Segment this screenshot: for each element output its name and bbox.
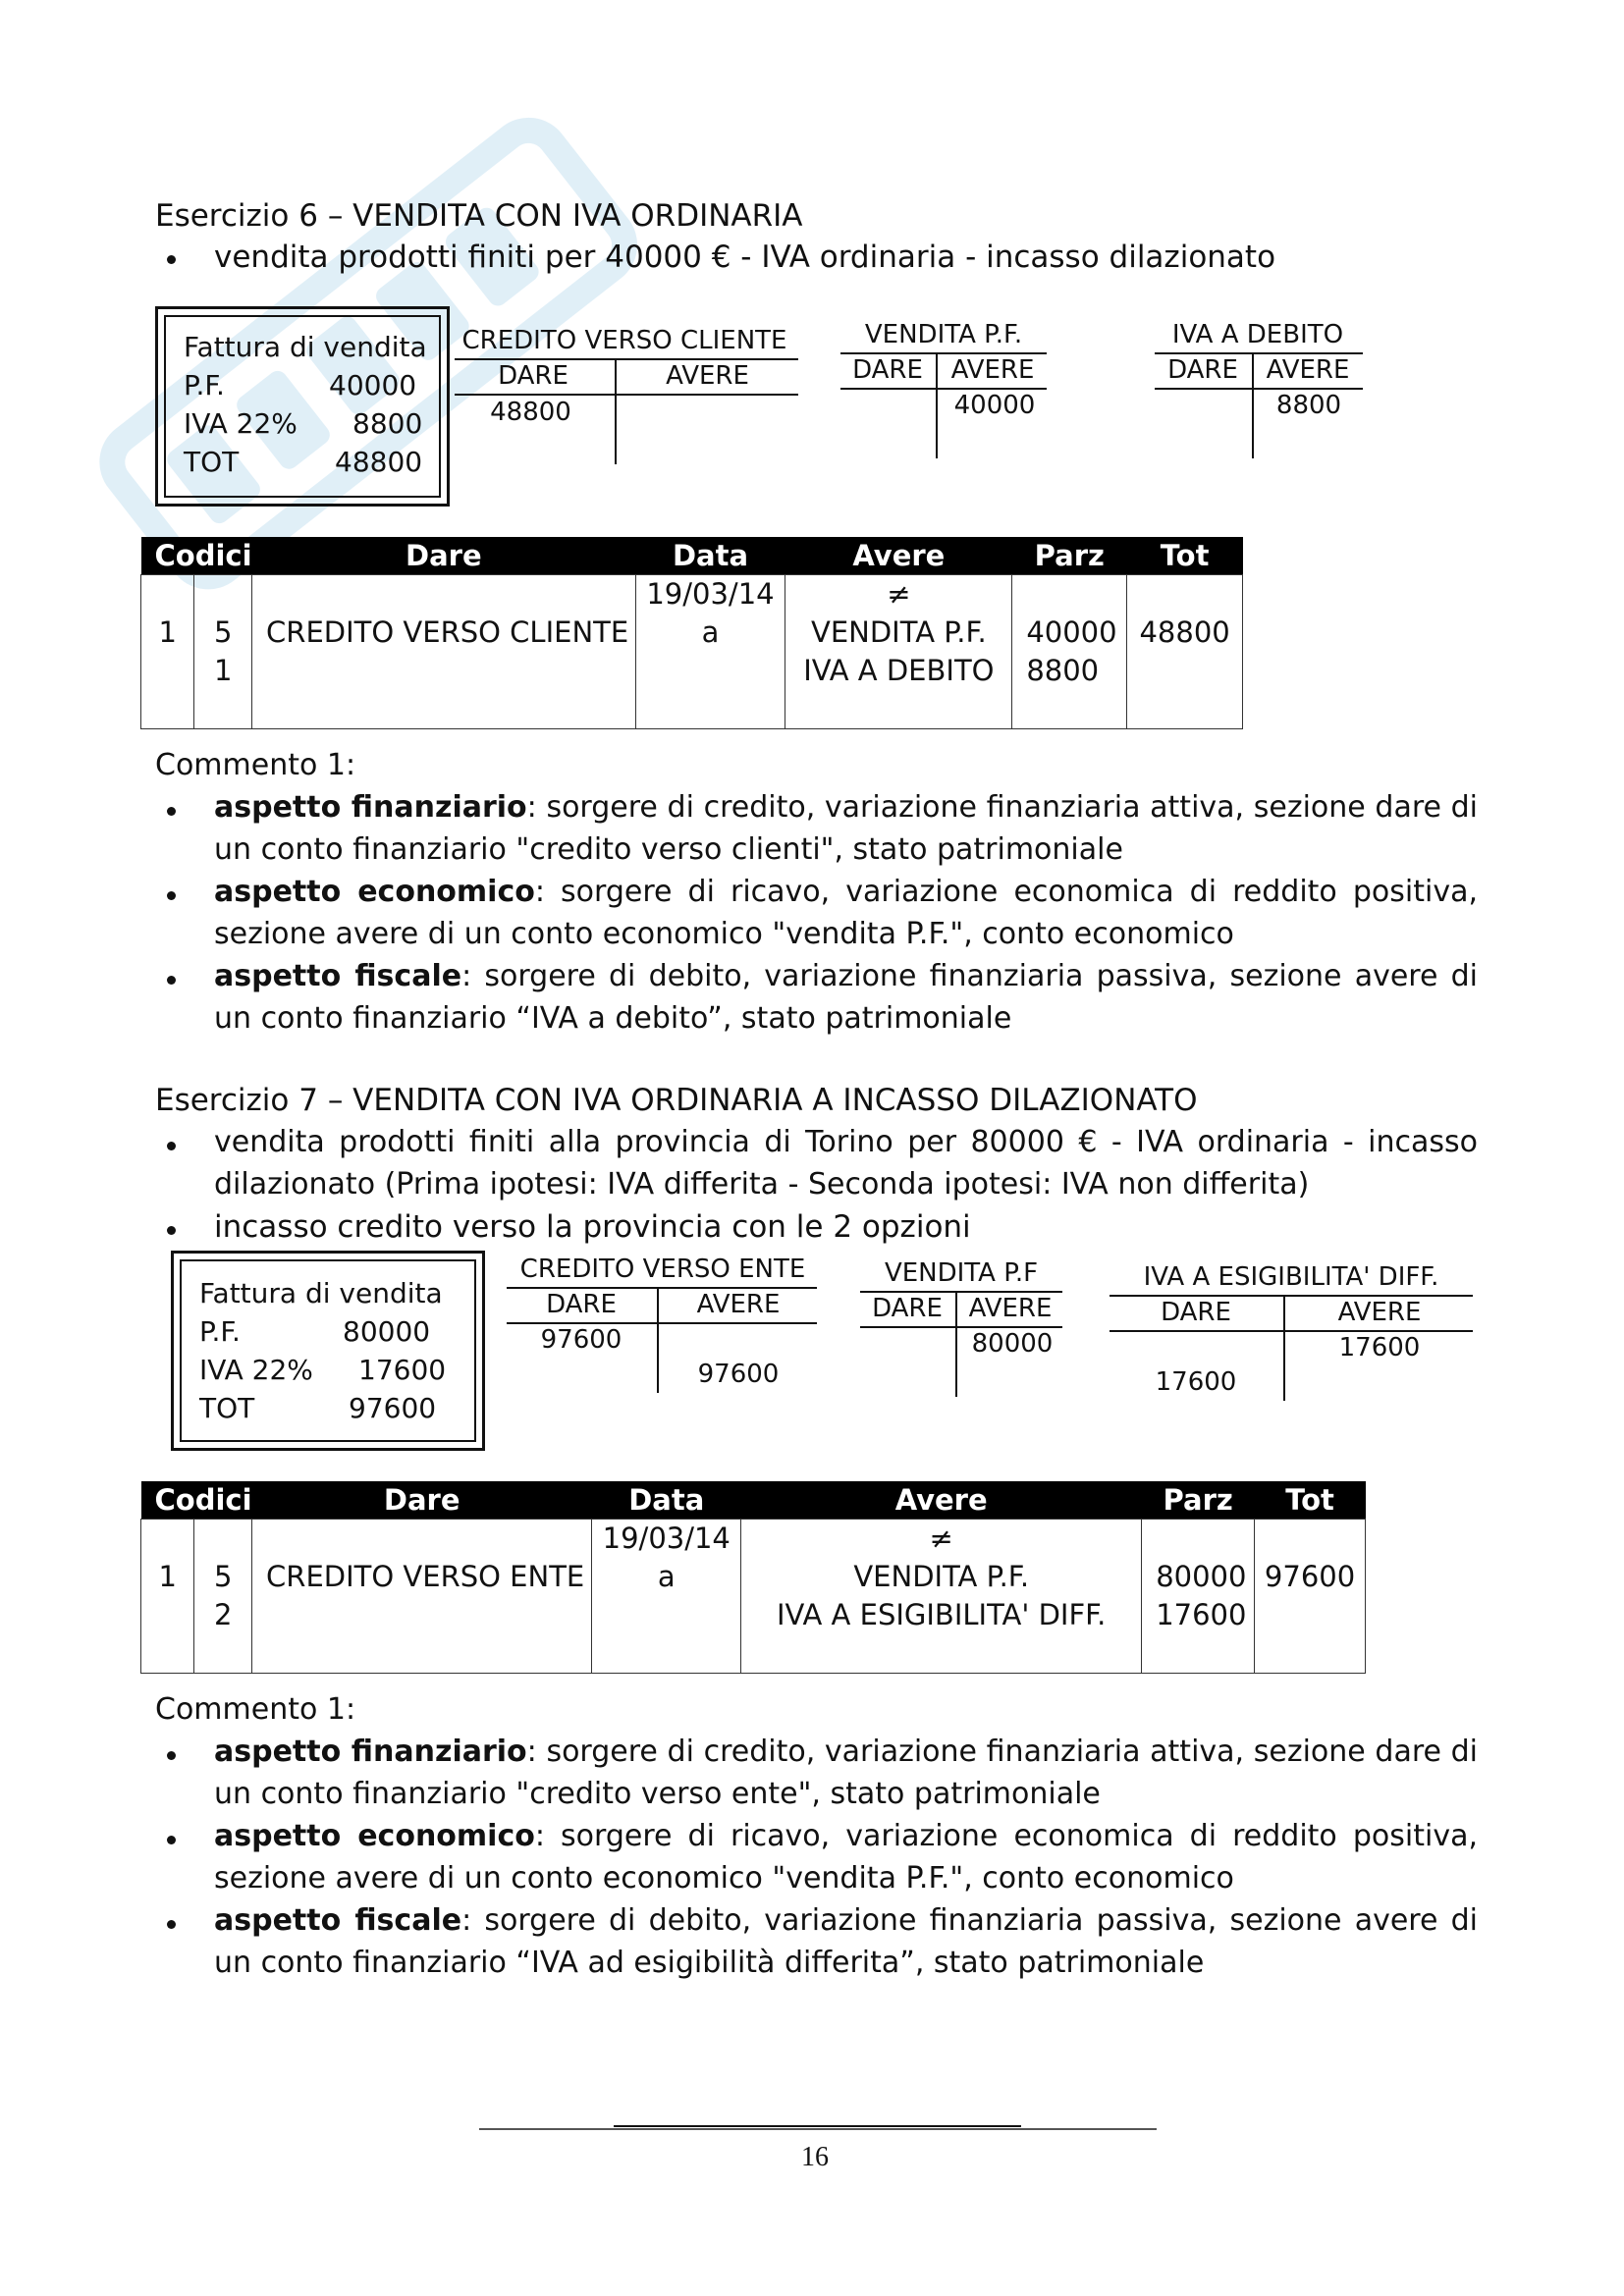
dare-cell: CREDITO VERSO ENTE	[252, 1520, 592, 1674]
table-row	[141, 1520, 1366, 1674]
col-header-tot: Tot	[1127, 537, 1243, 575]
parz-cell: 80000 17600	[1142, 1520, 1255, 1674]
invoice-tot-label: TOT	[199, 1392, 255, 1424]
col-header-parz: Parz	[1142, 1481, 1255, 1520]
col-header-codici: Codici	[141, 1481, 252, 1520]
exercise-7-bullet: incasso credito verso la provincia con le 2 opzioni	[214, 1209, 971, 1245]
col-header-data: Data	[592, 1481, 741, 1520]
exercise-7-bullet: vendita prodotti finiti alla provincia di Torino per 80000 € - IVA ordinaria - incasso dilazionato (Prima ipotesi: IVA differita - Seconda ipotesi: IVA non differita)	[214, 1125, 1478, 1201]
comment-title: Commento 1:	[155, 1692, 356, 1727]
t-account-avere-value: 8800	[1275, 391, 1342, 420]
page-number: 16	[801, 2142, 829, 2172]
parz-cell: 40000 8800	[1012, 575, 1127, 729]
bullet-dot	[167, 1226, 176, 1235]
t-account-dare: DARE	[498, 361, 568, 391]
journal-table	[140, 537, 1243, 729]
invoice-tot-value: 97600	[349, 1392, 437, 1424]
t-account-avere-value: 80000	[971, 1329, 1054, 1359]
invoice-box	[155, 306, 450, 507]
t-account-title: IVA A DEBITO	[1171, 320, 1344, 349]
t-account-dare: DARE	[546, 1290, 617, 1319]
bullet-dot	[167, 807, 176, 816]
invoice-iva-value: 8800	[352, 407, 423, 440]
t-account-dare-value: 48800	[490, 398, 571, 427]
invoice-iva-label: IVA 22%	[184, 407, 298, 440]
col-header-avere: Avere	[741, 1481, 1142, 1520]
invoice-pf-label: P.F.	[184, 369, 225, 401]
col-header-dare: Dare	[252, 1481, 592, 1520]
t-account-dare: DARE	[852, 355, 923, 385]
col-header-avere: Avere	[785, 537, 1012, 575]
t-account-dare-value: 17600	[1155, 1367, 1237, 1397]
col-header-parz: Parz	[1012, 537, 1127, 575]
t-account-title: CREDITO VERSO ENTE	[519, 1255, 806, 1284]
exercise-6-title: Esercizio 6 – VENDITA CON IVA ORDINARIA	[155, 198, 803, 234]
t-account-avere: AVERE	[696, 1290, 781, 1319]
col-header-dare: Dare	[252, 537, 636, 575]
date-cell: 19/03/14 a	[635, 575, 785, 729]
invoice-iva-value: 17600	[358, 1354, 447, 1386]
exercise-7-title: Esercizio 7 – VENDITA CON IVA ORDINARIA A INCASSO DILAZIONATO	[155, 1083, 1198, 1118]
invoice-box	[171, 1251, 485, 1451]
comment-item: aspetto finanziario: sorgere di credito, variazione finanziaria attiva, sezione dare di un conto finanziario "credito verso ente", stato patrimoniale	[214, 1735, 1479, 1811]
tot-cell: 48800	[1127, 575, 1243, 729]
t-account-dare-value: 97600	[540, 1325, 623, 1355]
code-cell: 1	[141, 575, 194, 729]
t-account-avere: AVERE	[1337, 1298, 1422, 1327]
tot-cell: 97600	[1255, 1520, 1366, 1674]
comment-title: Commento 1:	[155, 748, 356, 782]
comment-item: aspetto fiscale: sorgere di debito, variazione finanziaria passiva, sezione avere di un conto finanziario “IVA ad esigibilità differita”, stato patrimoniale	[214, 1903, 1478, 1980]
bullet-dot	[167, 976, 176, 985]
invoice-tot-label: TOT	[184, 446, 240, 478]
footer-divider	[614, 2125, 1021, 2127]
t-account-dare: DARE	[872, 1294, 943, 1323]
exercise-6-bullet: vendita prodotti finiti per 40000 € - IVA ordinaria - incasso dilazionato	[214, 240, 1276, 275]
t-account-dare: DARE	[1167, 355, 1238, 385]
bullet-dot	[167, 1142, 176, 1150]
avere-cell: ≠ VENDITA P.F. IVA A ESIGIBILITA' DIFF.	[741, 1520, 1142, 1674]
t-account-avere-value: 17600	[1338, 1333, 1421, 1362]
invoice-heading: Fattura di vendita	[184, 331, 427, 363]
comment-item: aspetto economico: sorgere di ricavo, variazione economica di reddito positiva, sezione avere di un conto economico "vendita P.F.", conto economico	[214, 875, 1478, 951]
col-header-data: Data	[635, 537, 785, 575]
t-account-dare: DARE	[1161, 1298, 1231, 1327]
bullet-dot	[167, 891, 176, 900]
code-cell: 1	[141, 1520, 194, 1674]
t-account-avere-value: 97600	[697, 1360, 780, 1389]
bullet-dot	[167, 1836, 176, 1844]
t-account-avere: AVERE	[968, 1294, 1053, 1323]
footer-divider	[479, 2128, 1157, 2130]
invoice-pf-label: P.F.	[199, 1315, 241, 1348]
bullet-dot	[167, 1920, 176, 1929]
col-header-tot: Tot	[1255, 1481, 1366, 1520]
code-cell: 5 1	[194, 575, 252, 729]
invoice-pf-value: 40000	[329, 369, 417, 401]
comment-item: aspetto finanziario: sorgere di credito, variazione finanziaria attiva, sezione dare di un conto finanziario "credito verso clienti", stato patrimoniale	[214, 790, 1479, 867]
table-row	[141, 575, 1243, 729]
invoice-pf-value: 80000	[343, 1315, 431, 1348]
bullet-dot	[167, 1751, 176, 1760]
invoice-iva-label: IVA 22%	[199, 1354, 313, 1386]
t-account-avere-value: 40000	[953, 391, 1036, 420]
t-account-title: VENDITA P.F.	[864, 320, 1023, 349]
dare-cell: CREDITO VERSO CLIENTE	[252, 575, 636, 729]
t-account-title: IVA A ESIGIBILITA' DIFF.	[1143, 1262, 1439, 1292]
t-account-avere: AVERE	[950, 355, 1035, 385]
t-account-avere: AVERE	[666, 361, 749, 391]
t-account-avere: AVERE	[1266, 355, 1350, 385]
bullet-dot	[167, 255, 176, 264]
t-account-title: CREDITO VERSO CLIENTE	[461, 326, 787, 355]
journal-table	[140, 1481, 1366, 1674]
invoice-tot-value: 48800	[335, 446, 423, 478]
comment-item: aspetto fiscale: sorgere di debito, variazione finanziaria passiva, sezione avere di un conto finanziario “IVA a debito”, stato patrimoniale	[214, 959, 1478, 1036]
comment-item: aspetto economico: sorgere di ricavo, variazione economica di reddito positiva, sezione avere di un conto economico "vendita P.F.", conto economico	[214, 1819, 1478, 1896]
avere-cell: ≠ VENDITA P.F. IVA A DEBITO	[785, 575, 1012, 729]
col-header-codici: Codici	[141, 537, 252, 575]
code-cell: 5 2	[194, 1520, 252, 1674]
t-account-title: VENDITA P.F	[884, 1258, 1039, 1288]
date-cell: 19/03/14 a	[592, 1520, 741, 1674]
invoice-heading: Fattura di vendita	[199, 1277, 443, 1309]
